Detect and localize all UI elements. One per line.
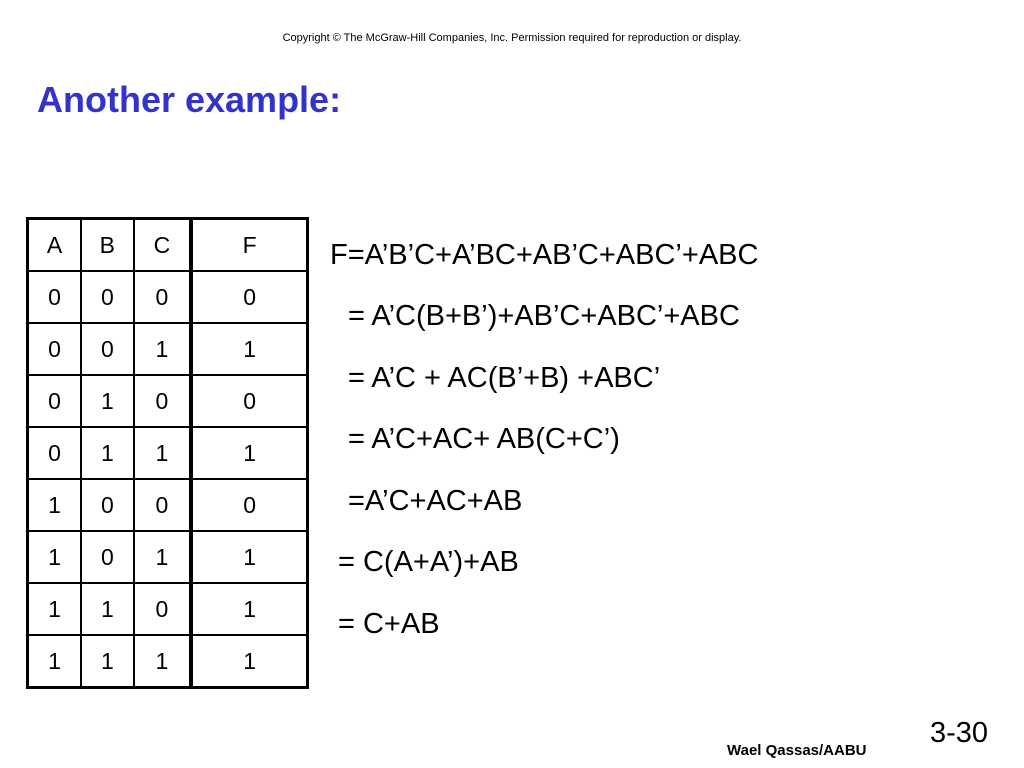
table-cell: 1 — [81, 427, 134, 479]
table-cell: 0 — [81, 531, 134, 583]
table-cell: 0 — [28, 271, 82, 323]
table-cell: 1 — [191, 323, 307, 375]
table-cell: 1 — [134, 323, 192, 375]
table-row — [28, 531, 308, 583]
table-cell: 1 — [81, 583, 134, 635]
table-row — [28, 427, 308, 479]
table-cell: 1 — [28, 583, 82, 635]
equation-line: = A’C(B+B’)+AB’C+ABC’+ABC — [348, 300, 740, 332]
table-cell: 1 — [28, 531, 82, 583]
table-cell: 0 — [28, 375, 82, 427]
table-cell: 0 — [134, 271, 192, 323]
table-cell: 1 — [81, 635, 134, 688]
author-credit: Wael Qassas/AABU — [727, 742, 867, 759]
header-cell-b: B — [81, 219, 134, 272]
equation-line: = A’C + AC(B’+B) +ABC’ — [348, 362, 661, 394]
table-cell: 0 — [134, 583, 192, 635]
table-cell: 0 — [81, 271, 134, 323]
table-cell: 0 — [134, 479, 192, 531]
equation-line: = C(A+A’)+AB — [338, 546, 519, 578]
slide-title: Another example: — [37, 79, 342, 120]
slide-number: 3-30 — [930, 717, 989, 749]
table-cell: 1 — [134, 531, 192, 583]
table-cell: 1 — [134, 635, 192, 688]
equation-line: =A’C+AC+AB — [348, 485, 523, 517]
table-cell: 1 — [81, 375, 134, 427]
header-cell-f: F — [191, 219, 307, 272]
table-row — [28, 583, 308, 635]
table-cell: 1 — [191, 635, 307, 688]
table-cell: 0 — [191, 375, 307, 427]
table-row — [28, 375, 308, 427]
table-cell: 1 — [28, 635, 82, 688]
table-cell: 1 — [28, 479, 82, 531]
table-cell: 0 — [28, 323, 82, 375]
table-cell: 0 — [81, 479, 134, 531]
table-cell: 0 — [134, 375, 192, 427]
table-cell: 0 — [191, 479, 307, 531]
header-cell-a: A — [28, 219, 82, 272]
equation-line: = A’C+AC+ AB(C+C’) — [348, 423, 620, 455]
table-cell: 1 — [191, 427, 307, 479]
header-cell-c: C — [134, 219, 192, 272]
table-row — [28, 635, 308, 688]
table-cell: 1 — [191, 583, 307, 635]
table-header-row — [28, 219, 308, 272]
copyright-notice: Copyright © The McGraw-Hill Companies, Inc. Permission required for reproduction or display. — [282, 32, 742, 44]
table-cell: 0 — [191, 271, 307, 323]
truth-table — [26, 217, 309, 689]
table-cell: 1 — [191, 531, 307, 583]
equation-line: = C+AB — [338, 608, 440, 640]
equation-line: F=A’B’C+A’BC+AB’C+ABC’+ABC — [330, 239, 759, 271]
table-cell: 0 — [81, 323, 134, 375]
table-row — [28, 479, 308, 531]
table-cell: 1 — [134, 427, 192, 479]
table-cell: 0 — [28, 427, 82, 479]
table-row — [28, 271, 308, 323]
table-row — [28, 323, 308, 375]
